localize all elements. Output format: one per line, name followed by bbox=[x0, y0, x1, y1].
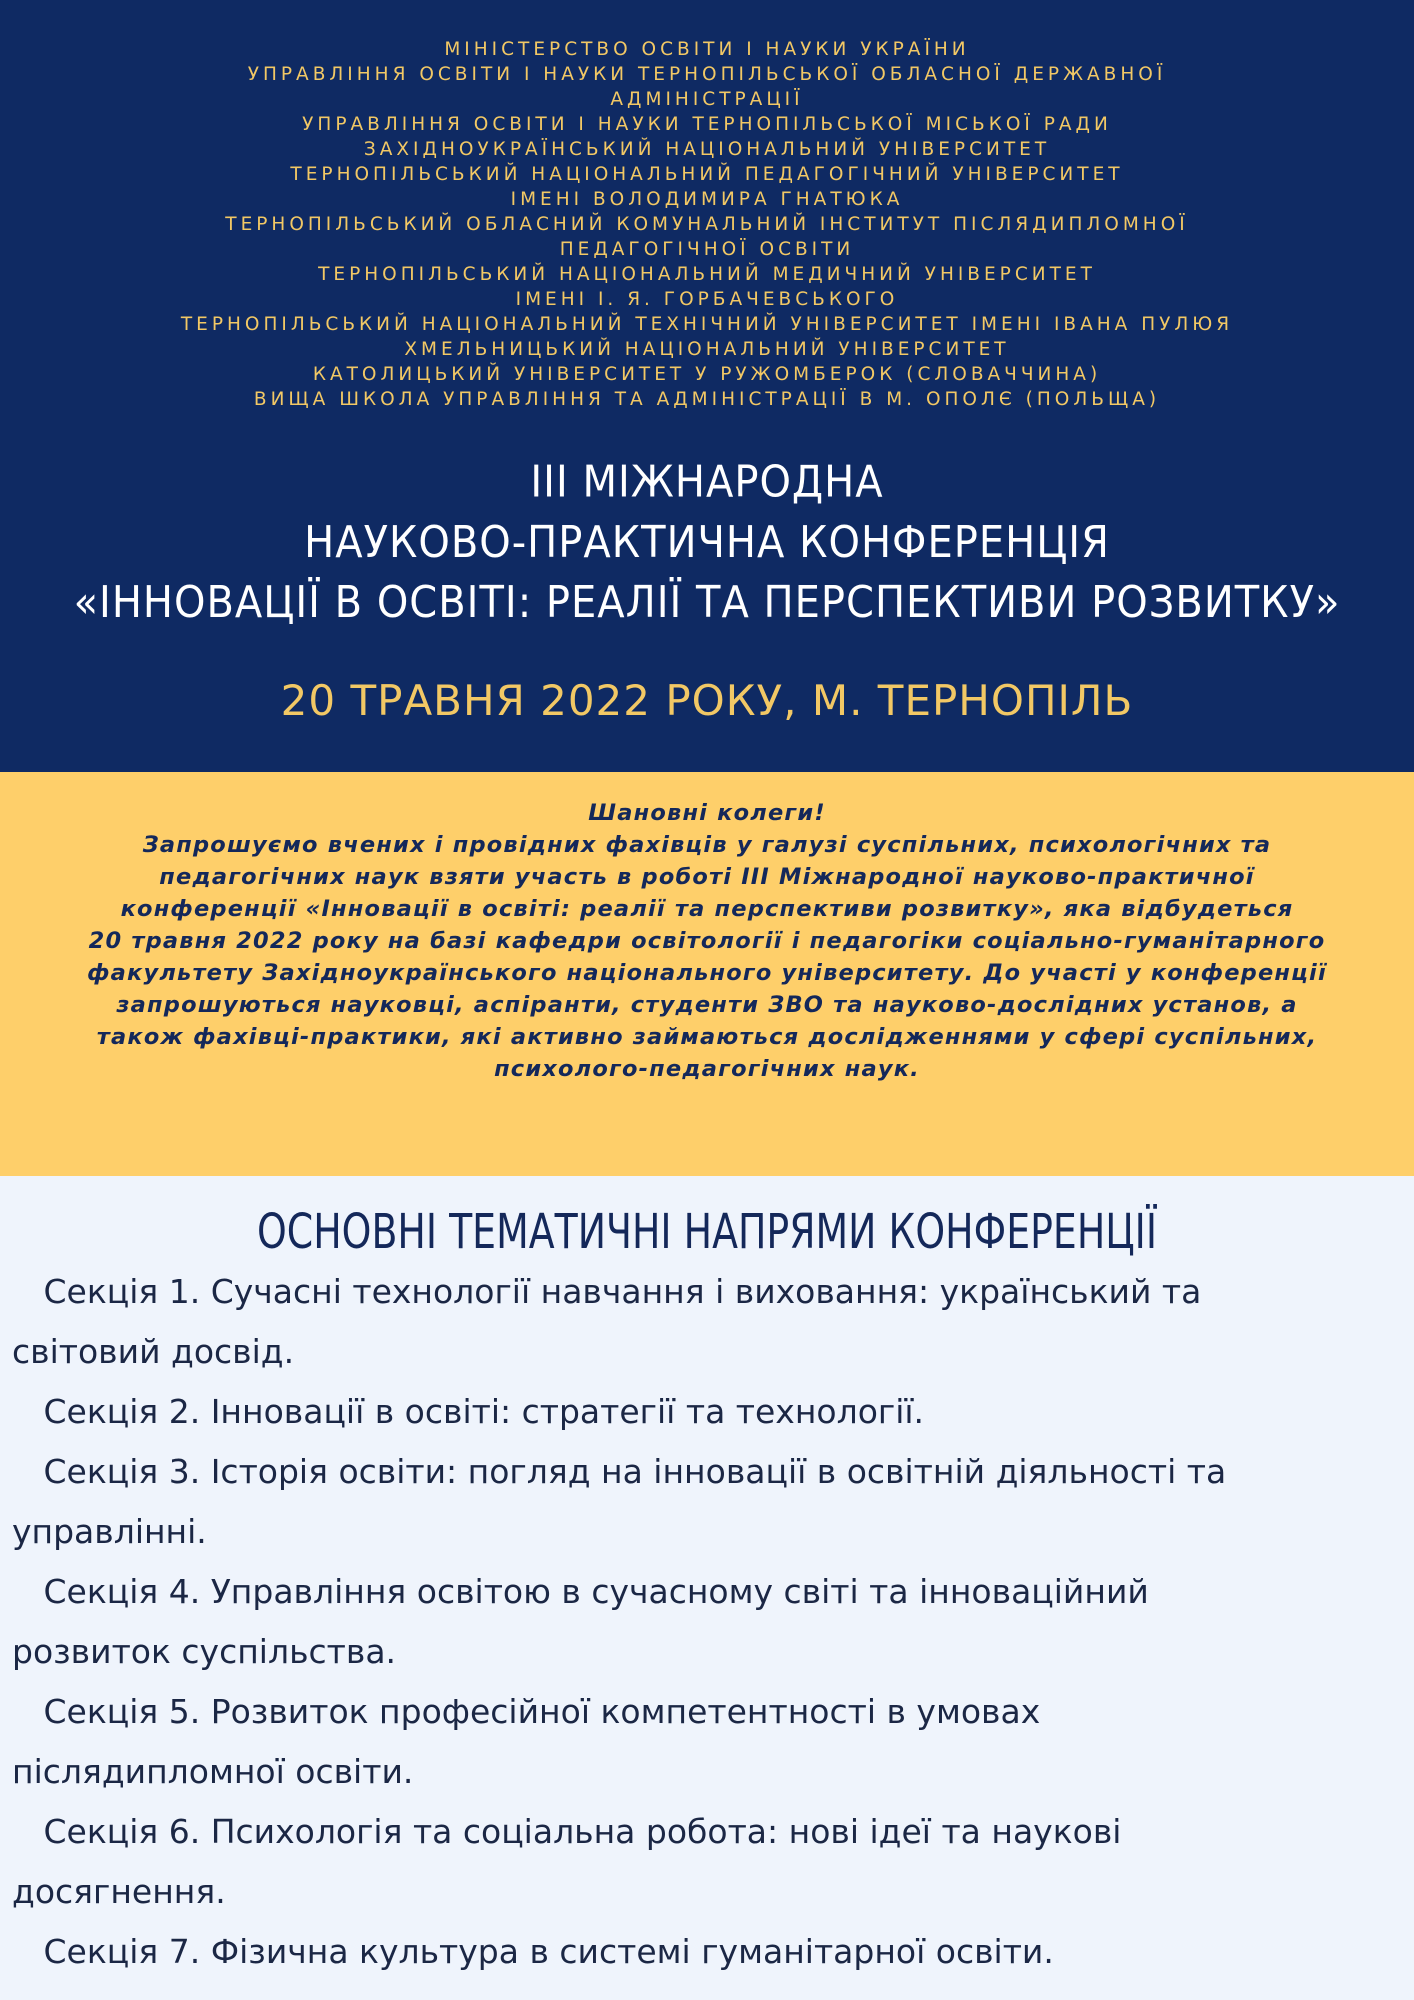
organizer-line: УПРАВЛІННЯ ОСВІТИ І НАУКИ ТЕРНОПІЛЬСЬКОЇ МІСЬКОЇ РАДИ bbox=[302, 114, 1112, 135]
conference-title-line: НАУКОВО-ПРАКТИЧНА КОНФЕРЕНЦІЯ bbox=[304, 517, 1110, 568]
organizer-line: ІМЕНІ І. Я. ГОРБАЧЕВСЬКОГО bbox=[515, 289, 899, 310]
organizer-line: ПЕДАГОГІЧНОЇ ОСВІТИ bbox=[559, 239, 855, 260]
organizer-line: УПРАВЛІННЯ ОСВІТИ І НАУКИ ТЕРНОПІЛЬСЬКОЇ ОБЛАСНОЇ ДЕРЖАВНОЇ bbox=[247, 64, 1167, 85]
invitation-line: також фахівці-практики, які активно займаються дослідженнями у сфері суспільних, bbox=[96, 1024, 1318, 1050]
invitation-line: психолого-педагогічних наук. bbox=[494, 1056, 920, 1082]
invitation-line: Шановні колеги! bbox=[588, 800, 826, 826]
invitation-line: Запрошуємо вчених і провідних фахівців у галузі суспільних, психологічних та bbox=[142, 832, 1272, 858]
organizer-line: ЗАХІДНОУКРАЇНСЬКИЙ НАЦІОНАЛЬНИЙ УНІВЕРСИТЕТ bbox=[363, 139, 1051, 160]
section-line: управлінні. bbox=[12, 1512, 207, 1551]
section-line: Секція 4. Управління освітою в сучасному світі та інноваційний bbox=[12, 1572, 1149, 1611]
organizer-line: ТЕРНОПІЛЬСЬКИЙ НАЦІОНАЛЬНИЙ МЕДИЧНИЙ УНІВЕРСИТЕТ bbox=[318, 264, 1096, 285]
section-line: світовий досвід. bbox=[12, 1332, 295, 1371]
section-line: досягнення. bbox=[12, 1872, 226, 1911]
section-line: Секція 7. Фізична культура в системі гуманітарної освіти. bbox=[12, 1932, 1054, 1971]
section-line: Секція 1. Сучасні технології навчання і виховання: український та bbox=[12, 1272, 1202, 1311]
conference-title bbox=[0, 452, 1414, 633]
invitation-block bbox=[0, 772, 1414, 1176]
invitation-line: педагогічних наук взяти участь в роботі ІІІ Міжнародної науково-практичної bbox=[159, 864, 1255, 890]
organizer-line: АДМІНІСТРАЦІЇ bbox=[610, 89, 804, 110]
section-line: розвиток суспільства. bbox=[12, 1632, 397, 1671]
organizer-line: МІНІСТЕРСТВО ОСВІТИ І НАУКИ УКРАЇНИ bbox=[444, 39, 970, 60]
organizer-line: ТЕРНОПІЛЬСЬКИЙ НАЦІОНАЛЬНИЙ ПЕДАГОГІЧНИЙ УНІВЕРСИТЕТ bbox=[290, 164, 1124, 185]
conference-title-line: ІІІ МІЖНАРОДНА bbox=[530, 457, 884, 508]
section-line: Секція 5. Розвиток професійної компетентності в умовах bbox=[12, 1692, 1041, 1731]
topics-heading: ОСНОВНІ ТЕМАТИЧНІ НАПРЯМИ КОНФЕРЕНЦІЇ bbox=[257, 1204, 1157, 1261]
conference-date: 20 ТРАВНЯ 2022 РОКУ, М. ТЕРНОПІЛЬ bbox=[280, 676, 1134, 725]
section-line: Секція 6. Психологія та соціальна робота: нові ідеї та наукові bbox=[12, 1812, 1122, 1851]
sections-list bbox=[12, 1262, 1412, 1982]
organizer-line: КАТОЛИЦЬКИЙ УНІВЕРСИТЕТ У РУЖОМБЕРОК (СЛОВАЧЧИНА) bbox=[312, 364, 1102, 385]
organizer-line: ТЕРНОПІЛЬСЬКИЙ НАЦІОНАЛЬНИЙ ТЕХНІЧНИЙ УНІВЕРСИТЕТ ІМЕНІ ІВАНА ПУЛЮЯ bbox=[180, 314, 1234, 335]
organizers-list bbox=[0, 37, 1414, 412]
organizer-line: ХМЕЛЬНИЦЬКИЙ НАЦІОНАЛЬНИЙ УНІВЕРСИТЕТ bbox=[404, 339, 1010, 360]
organizer-line: ІМЕНІ ВОЛОДИМИРА ГНАТЮКА bbox=[510, 189, 904, 210]
organizer-line: ТЕРНОПІЛЬСЬКИЙ ОБЛАСНИЙ КОМУНАЛЬНИЙ ІНСТИТУТ ПІСЛЯДИПЛОМНОЇ bbox=[225, 214, 1189, 235]
invitation-line: конференції «Інновації в освіті: реалії та перспективи розвитку», яка відбудеться bbox=[120, 896, 1294, 922]
invitation-text bbox=[0, 797, 1414, 1085]
conference-title-line: «ІННОВАЦІЇ В ОСВІТІ: РЕАЛІЇ ТА ПЕРСПЕКТИВИ РОЗВИТКУ» bbox=[73, 578, 1341, 629]
invitation-line: факультету Західноукраїнського національного університету. До участі у конференції bbox=[87, 960, 1327, 986]
section-line: Секція 2. Інновації в освіті: стратегії та технології. bbox=[12, 1392, 925, 1431]
section-line: Секція 3. Історія освіти: погляд на інновації в освітній діяльності та bbox=[12, 1452, 1227, 1491]
invitation-line: запрошуються науковці, аспіранти, студенти ЗВО та науково-дослідних установ, а bbox=[116, 992, 1298, 1018]
organizer-line: ВИЩА ШКОЛА УПРАВЛІННЯ ТА АДМІНІСТРАЦІЇ В М. ОПОЛЄ (ПОЛЬЩА) bbox=[253, 389, 1161, 410]
header-banner bbox=[0, 0, 1414, 772]
section-line: післядипломної освіти. bbox=[12, 1752, 414, 1791]
invitation-line: 20 травня 2022 року на базі кафедри освітології і педагогіки соціально-гуманітарного bbox=[88, 928, 1326, 954]
